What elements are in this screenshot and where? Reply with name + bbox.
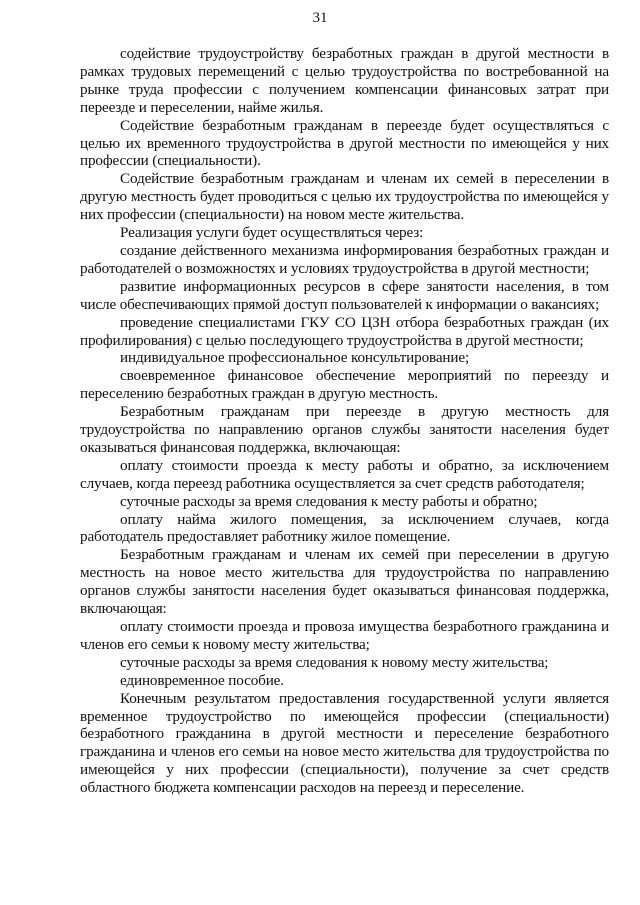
paragraph-5: создание действенного механизма информирования безработных граждан и работодателей о возможностях и условиях трудоустройства в другой местности;	[80, 241, 609, 277]
paragraph-16: суточные расходы за время следования к новому месту жительства;	[120, 653, 549, 671]
paragraph-12: суточные расходы за время следования к месту работы и обратно;	[120, 492, 538, 510]
paragraph-3: Содействие безработным гражданам и членам их семей в переселении в другую местность будет проводиться с целью их трудоустройства по имеющейся у них профессии (специальности) на новом месте жительства.	[80, 170, 609, 224]
paragraph-10: Безработным гражданам при переезде в другую местность для трудоустройства по направлению органов службы занятости населения будет оказываться финансовая поддержка, включающая:	[80, 403, 609, 456]
paragraph-11: оплату стоимости проезда к месту работы и обратно, за исключением случаев, когда переезд работника осуществляется за счет средств работодателя;	[80, 456, 609, 492]
paragraph-2: Содействие безработным гражданам в переезде будет осуществляться с целью их временного трудоустройства в другой местности по имеющейся у них профессии (специальности).	[80, 116, 609, 170]
paragraph-8: индивидуальное профессиональное консультирование;	[120, 349, 470, 367]
paragraph-13: оплату найма жилого помещения, за исключением случаев, когда работодатель предоставляет работнику жилое помещение.	[80, 510, 609, 546]
paragraph-1: содействие трудоустройству безработных граждан в другой местности в рамках трудовых перемещений с целью трудоустройства по востребованной на рынке труда профессии с получением компенсации финансовых затрат при переезде и переселении, найме жилья.	[80, 45, 609, 116]
paragraph-17: единовременное пособие.	[120, 671, 284, 689]
paragraph-9: своевременное финансовое обеспечение мероприятий по переезду и переселению безработных граждан в другую местность.	[80, 367, 609, 403]
paragraph-4: Реализация услуги будет осуществляться через:	[120, 224, 424, 242]
paragraph-18: Конечным результатом предоставления государственной услуги является временное трудоустройство по имеющейся профессии (специальности) безработного гражданина в другой местности и переселение безработного гражданина и членов его семьи на новое место жительства для трудоустройства по имеющейся у них профессии (специальности), получение за счет средств областного бюджета компенсации расходов на переезд и переселение.	[80, 689, 609, 797]
paragraph-6: развитие информационных ресурсов в сфере занятости населения, в том числе обеспечивающих прямой доступ пользователей к информации о вакансиях;	[80, 277, 609, 313]
paragraph-14: Безработным гражданам и членам их семей при переселении в другую местность на новое место жительства для трудоустройства по направлению органов службы занятости населения будет оказываться финансовая поддержка, включающая:	[80, 546, 609, 618]
paragraph-7: проведение специалистами ГКУ СО ЦЗН отбора безработных граждан (их профилирования) с целью последующего трудоустройства в другой местности;	[80, 313, 609, 349]
paragraph-15: оплату стоимости проезда и провоза имущества безработного гражданина и членов его семьи к новому месту жительства;	[80, 618, 609, 653]
document-body	[80, 45, 609, 797]
page-number: 31	[312, 10, 328, 26]
